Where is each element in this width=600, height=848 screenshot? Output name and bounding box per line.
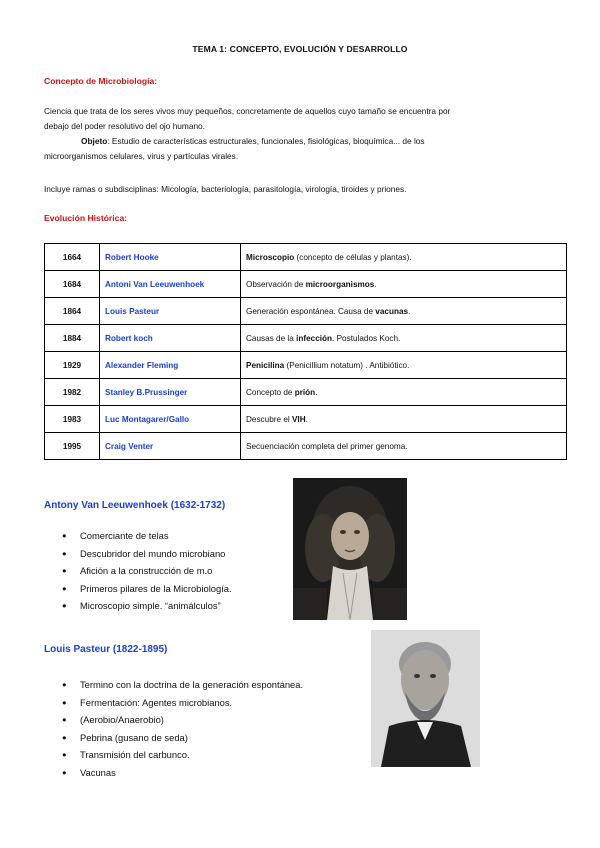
scientist-cell: Craig Venter [100, 433, 241, 460]
concept-paragraph [44, 104, 574, 164]
table-row [45, 352, 567, 379]
list-item: ● Transmisión del carbunco. [62, 746, 303, 764]
scientist-cell: Robert Hooke [100, 244, 241, 271]
contribution-cell: Descubre el VIH. [241, 406, 567, 433]
table-row [45, 406, 567, 433]
list-item: ● Afición a la construcción de m.o [62, 562, 232, 580]
year-cell: 1684 [45, 271, 100, 298]
year-cell: 1929 [45, 352, 100, 379]
list-item: ● Pebrina (gusano de seda) [62, 729, 303, 747]
scientist-cell: Stanley B.Prussinger [100, 379, 241, 406]
table-row [45, 271, 567, 298]
concept-heading: Concepto de Microbiología: [44, 76, 158, 86]
table-row [45, 244, 567, 271]
objeto-line-2: microorganismos celulares, virus y partículas virales. [44, 151, 239, 161]
list-item: ● Fermentación: Agentes microbianos. [62, 694, 303, 712]
list-item: ● (Aerobio/Anaerobio) [62, 711, 303, 729]
pasteur-portrait-image [371, 630, 480, 767]
contribution-cell: Generación espontánea. Causa de vacunas. [241, 298, 567, 325]
concept-line-1: Ciencia que trata de los seres vivos muy pequeños, concretamente de aquellos cuyo tamaño se encuentra por [44, 106, 451, 116]
year-cell: 1884 [45, 325, 100, 352]
objeto-label: Objeto [81, 136, 108, 146]
year-cell: 1864 [45, 298, 100, 325]
scientist-cell: Robert koch [100, 325, 241, 352]
year-cell: 1995 [45, 433, 100, 460]
list-item: ● Microscopio simple. “animálculos” [62, 597, 232, 615]
year-cell: 1983 [45, 406, 100, 433]
leeuwenhoek-heading: Antony Van Leeuwenhoek (1632-1732) [44, 500, 226, 511]
ramas-text: Incluye ramas o subdisciplinas: Micología, bacteriología, parasitología, virología, tiroides y priones. [44, 184, 407, 194]
list-item: ● Termino con la doctrina de la generación espontánea. [62, 676, 303, 694]
list-item: ● Primeros pilares de la Microbiología. [62, 580, 232, 598]
contribution-cell: Causas de la infección. Postulados Koch. [241, 325, 567, 352]
scientist-cell: Luc Montagarer/Gallo [100, 406, 241, 433]
scientist-cell: Alexander Fleming [100, 352, 241, 379]
leeuwenhoek-portrait [293, 478, 407, 620]
list-item: ● Vacunas [62, 764, 303, 782]
contribution-cell: Penicilina (Penicillium notatum) . Antibiótico. [241, 352, 567, 379]
contribution-cell: Observación de microorganismos. [241, 271, 567, 298]
table-row [45, 298, 567, 325]
scientist-cell: Louis Pasteur [100, 298, 241, 325]
objeto-line-1: Objeto: Estudio de características estructurales, funcionales, fisiológicas, bioquímica... de los [81, 136, 425, 146]
pasteur-heading: Louis Pasteur (1822-1895) [44, 644, 168, 655]
table-row [45, 379, 567, 406]
page-title: TEMA 1: CONCEPTO, EVOLUCIÓN Y DESARROLLO [192, 44, 408, 54]
list-item: ● Comerciante de telas [62, 527, 232, 545]
leeuwenhoek-bullets [62, 527, 232, 615]
contribution-cell: Concepto de prión. [241, 379, 567, 406]
list-item: ● Descubridor del mundo microbiano [62, 545, 232, 563]
year-cell: 1664 [45, 244, 100, 271]
scientist-cell: Antoni Van Leeuwenhoek [100, 271, 241, 298]
pasteur-bullets [62, 676, 303, 781]
leeuwenhoek-portrait-image [293, 478, 407, 620]
contribution-cell: Microscopio (concepto de células y plantas). [241, 244, 567, 271]
table-row [45, 433, 567, 460]
history-heading: Evolución Histórica: [44, 213, 128, 223]
table-row [45, 325, 567, 352]
concept-line-2: debajo del poder resolutivo del ojo humano. [44, 121, 205, 131]
pasteur-portrait [371, 630, 480, 767]
history-table [44, 243, 567, 460]
contribution-cell: Secuenciación completa del primer genoma. [241, 433, 567, 460]
year-cell: 1982 [45, 379, 100, 406]
